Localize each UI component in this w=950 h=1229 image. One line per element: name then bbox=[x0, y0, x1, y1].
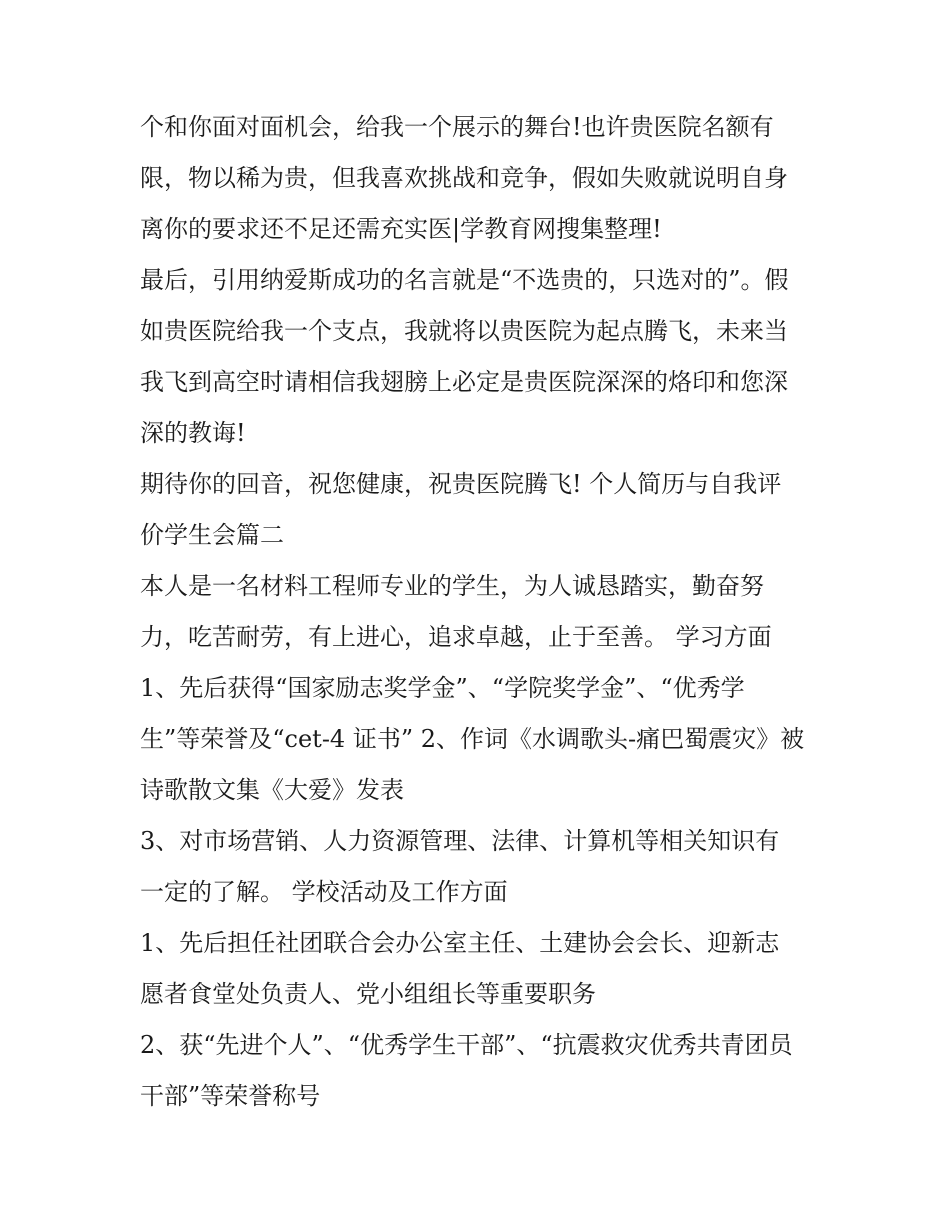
text-line: 一定的了解。 学校活动及工作方面 bbox=[140, 878, 508, 906]
text-line: 限，物以稀为贵，但我喜欢挑战和竞争，假如失败就说明自身 bbox=[140, 164, 788, 192]
text-line: 生”等荣誉及“cet-4 证书” 2、作词《水调歌头-痛巴蜀震灾》被 bbox=[140, 725, 805, 753]
text-line: 期待你的回音，祝您健康，祝贵医院腾飞! 个人简历与自我评 bbox=[140, 470, 782, 498]
text-line: 最后，引用纳爱斯成功的名言就是“不选贵的，只选对的”。假 bbox=[140, 266, 789, 294]
text-line: 2、获“先进个人”、“优秀学生干部”、“抗震救灾优秀共青团员 bbox=[140, 1031, 793, 1059]
text-line: 如贵医院给我一个支点，我就将以贵医院为起点腾飞，未来当 bbox=[140, 317, 788, 345]
text-line: 1、先后担任社团联合会办公室主任、土建协会会长、迎新志 bbox=[140, 929, 780, 957]
text-line: 离你的要求还不足还需充实医|学教育网搜集整理! bbox=[140, 215, 662, 243]
text-line: 愿者食堂处负责人、党小组组长等重要职务 bbox=[140, 980, 596, 1008]
text-line: 干部”等荣誉称号 bbox=[140, 1082, 321, 1110]
text-line: 我飞到高空时请相信我翅膀上必定是贵医院深深的烙印和您深 bbox=[140, 368, 788, 396]
text-line: 本人是一名材料工程师专业的学生，为人诚恳踏实，勤奋努 bbox=[140, 572, 764, 600]
text-line: 3、对市场营销、人力资源管理、法律、计算机等相关知识有 bbox=[140, 827, 780, 855]
text-line: 个和你面对面机会，给我一个展示的舞台!也许贵医院名额有 bbox=[140, 113, 774, 141]
text-line: 1、先后获得“国家励志奖学金”、“学院奖学金”、“优秀学 bbox=[140, 674, 745, 702]
text-line: 力，吃苦耐劳，有上进心，追求卓越，止于至善。 学习方面 bbox=[140, 623, 772, 651]
text-line: 价学生会篇二 bbox=[140, 521, 284, 549]
text-line: 诗歌散文集《大爱》发表 bbox=[140, 776, 404, 804]
text-line: 深的教诲! bbox=[140, 419, 246, 447]
body-text bbox=[140, 102, 820, 1122]
